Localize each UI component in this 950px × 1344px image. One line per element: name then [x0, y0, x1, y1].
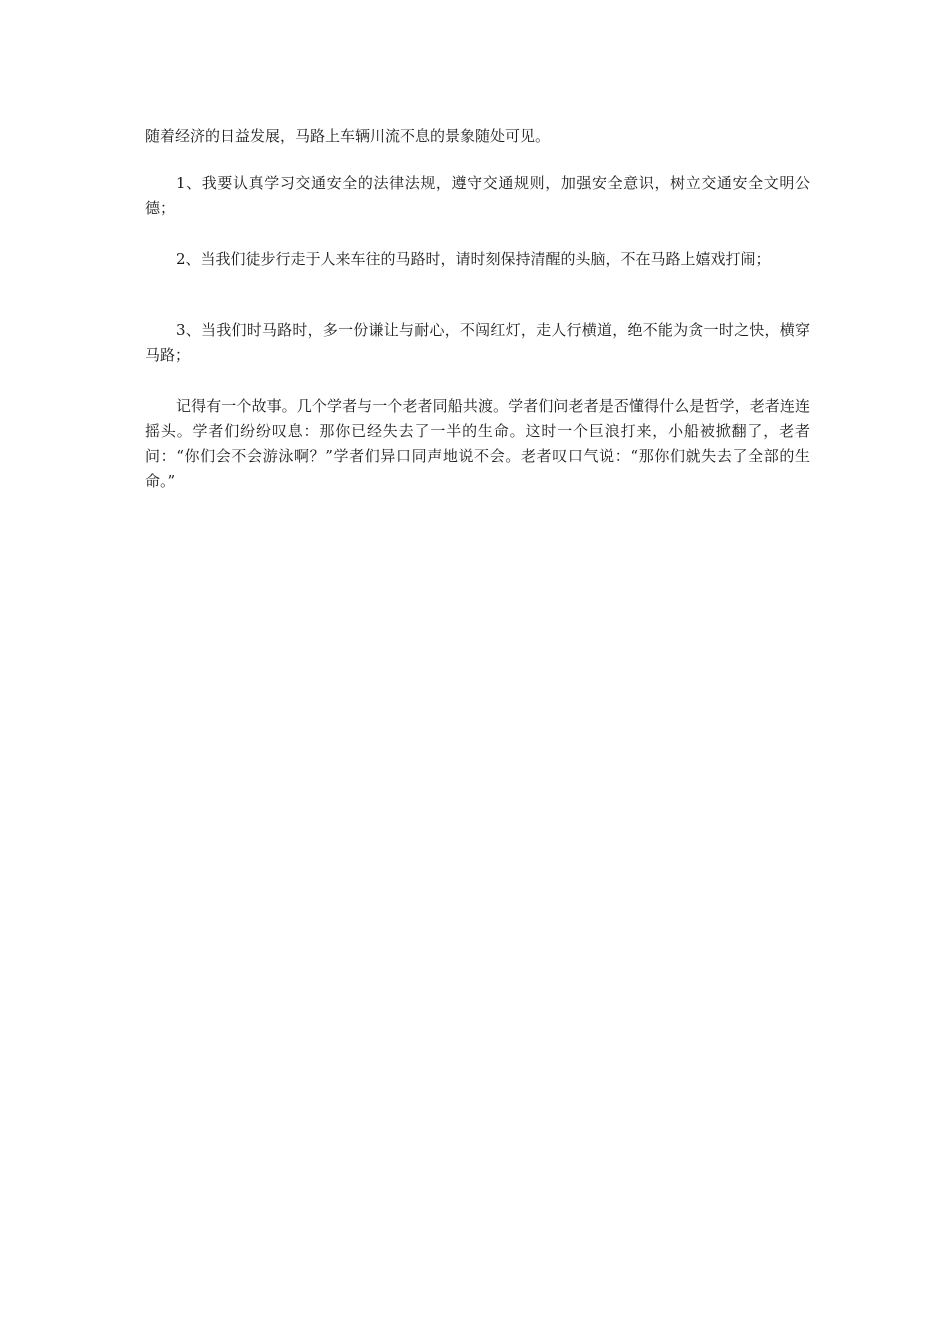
story-paragraph: 记得有一个故事。几个学者与一个老者同船共渡。学者们问老者是否懂得什么是哲学，老者连连摇头。学者们纷纷叹息：那你已经失去了一半的生命。这时一个巨浪打来，小船被掀翻了，老者问：“你们会不会游泳啊？”学者们异口同声地说不会。老者叹口气说：“那你们就失去了全部的生命。”: [145, 397, 810, 490]
document-body: [145, 124, 810, 494]
pledge-item-3: 3、当我们时马路时，多一份谦让与耐心，不闯红灯，走人行横道，绝不能为贪一时之快，横穿马路；: [145, 321, 810, 364]
intro-paragraph: 随着经济的日益发展，马路上车辆川流不息的景象随处可见。: [145, 127, 551, 145]
pledge-item-1: 1、我要认真学习交通安全的法律法规，遵守交通规则，加强安全意识，树立交通安全文明公德；: [145, 174, 810, 217]
pledge-item-2: 2、当我们徒步行走于人来车往的马路时，请时刻保持清醒的头脑，不在马路上嬉戏打闹；: [176, 250, 771, 268]
